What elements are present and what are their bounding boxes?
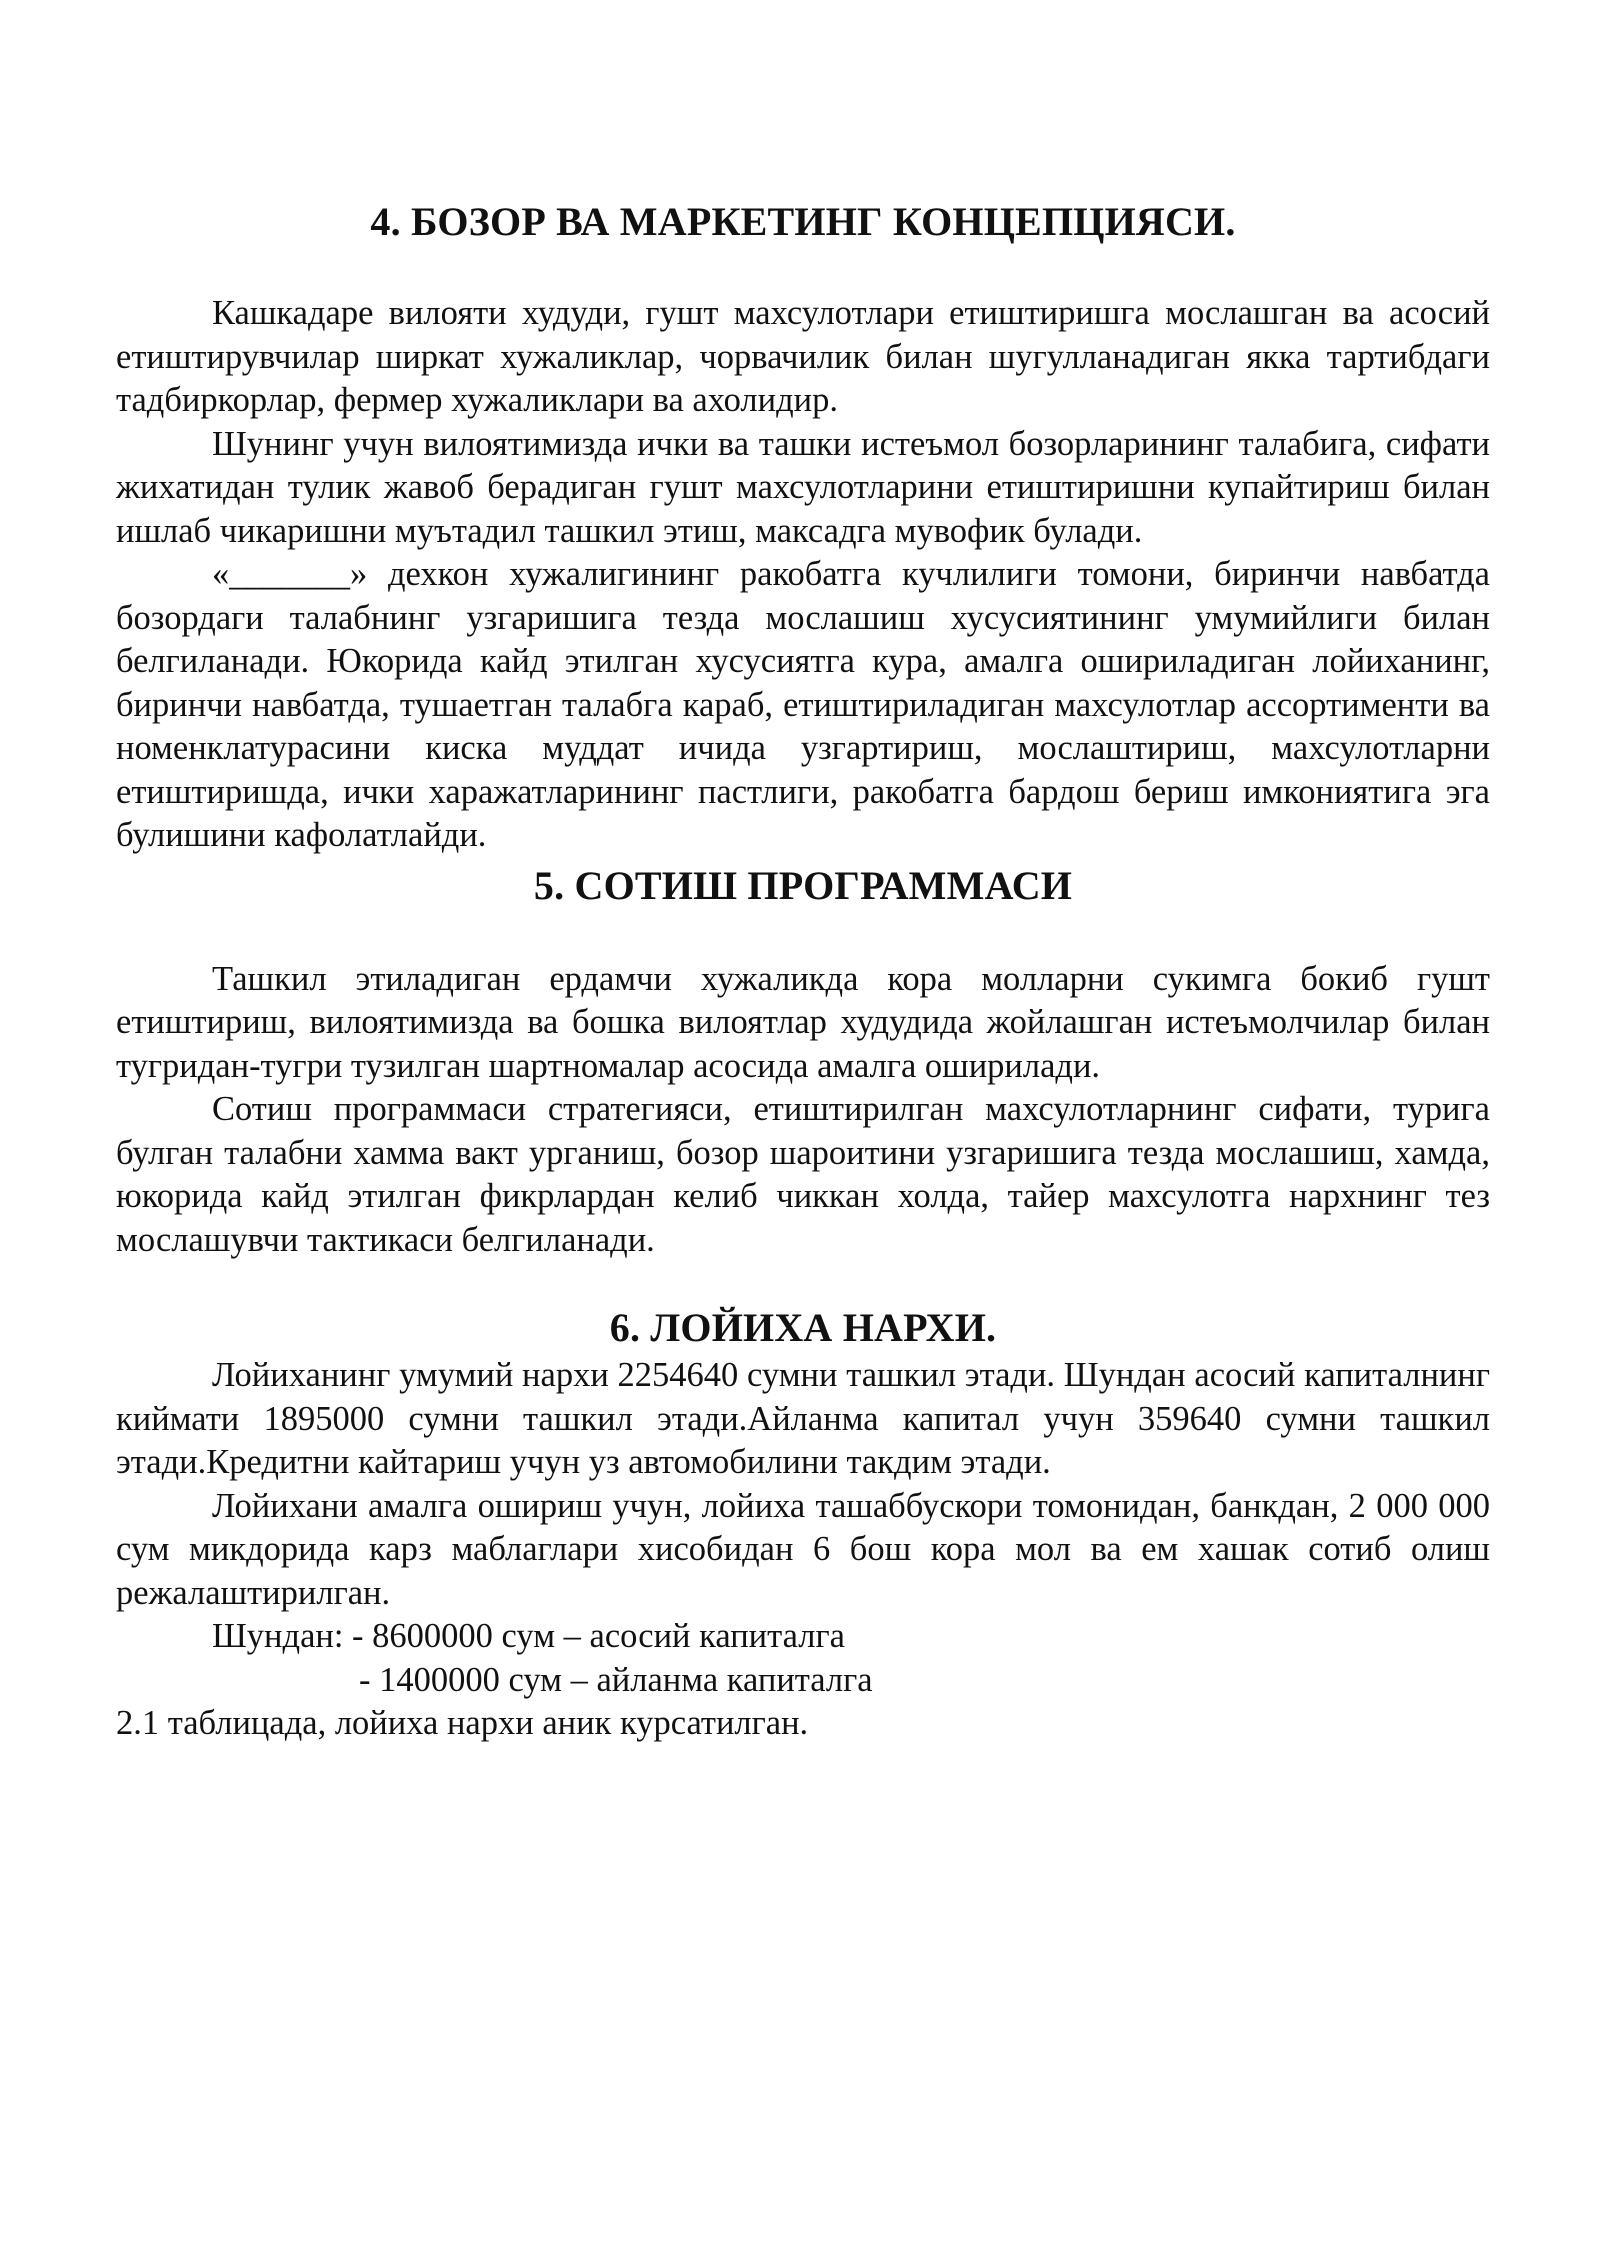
section-4-paragraph-1: Кашкадаре вилояти худуди, гушт махсулотлари етиштиришга мослашган ва асосий етиштирувчилар ширкат хужаликлар, чорвачилик билан шугулланадиган якка тартибдаги тадбиркорлар, фермер хужаликлари ва ахолидир. [116,294,1490,419]
section-6-paragraph-1: Лойиханинг умумий нархи 2254640 сумни ташкил этади. Шундан асосий капиталнинг киймати 1895000 сумни ташкил этади.Айланма капитал учун 359640 сумни ташкил этади.Кредитни кайтариш учун уз автомобилини такдим этади. [116,1356,1490,1481]
section-6-heading: 6. ЛОЙИХА НАРХИ. [609,1305,997,1350]
section-4-paragraph-2: Шунинг учун вилоятимизда ички ва ташки истеъмол бозорларининг талабига, сифати жихатидан тулик жавоб берадиган гушт махсулотларини етиштиришни купайтириш билан ишлаб чикаришни муътадил ташкил этиш, максадга мувофик булади. [116,424,1490,550]
section-6-paragraph-2: Лойихани амалга ошириш учун, лойиха ташаббускори томонидан, банкдан, 2 000 000 сум микдорида карз маблаглари хисобидан 6 бош кора мол ва ем хашак сотиб олиш режалаштирилган. [116,1486,1490,1612]
section-5-paragraph-1: Ташкил этиладиган ердамчи хужаликда кора молларни сукимга бокиб гушт етиштириш, вилоятимизда ва бошка вилоятлар худудида жойлашган истеъмолчилар билан тугридан-тугри тузилган шартномалар асосида амалга оширилади. [116,959,1490,1085]
section-6-list-line-2: - 1400000 сум – айланма капиталга [359,1660,873,1699]
section-6-list-line-1: Шундан: - 8600000 сум – асосий капиталга [212,1617,845,1655]
page-content [116,196,1490,1746]
section-4-paragraph-3: «_______» дехкон хужалигининг ракобатга кучлилиги томони, биринчи навбатда бозордаги талабнинг узгаришига тезда мослашиш хусусиятининг умумийлиги билан белгиланади. Юкорида кайд этилган хусусиятга кура, амалга ошириладиган лойиханинг, биринчи навбатда, тушаетган талабга караб, етиштириладиган махсулотлар ассортименти ва номенклатурасини киска муддат ичида узгартириш, мослаштириш, махсулотларни етиштиришда, ички харажатларининг пастлиги, ракобатга бардош бериш имкониятига эга булишини кафолатлайди. [116,555,1490,854]
section-4-heading: 4. БОЗОР ВА МАРКЕТИНГ КОНЦЕПЦИЯСИ. [370,199,1236,244]
section-6-closing-line: 2.1 таблицада, лойиха нархи аник курсатилган. [116,1704,809,1742]
section-5-heading: 5. СОТИШ ПРОГРАММАСИ [533,862,1073,908]
section-5-paragraph-2: Сотиш программаси стратегияси, етиштирилган махсулотларнинг сифати, турига булган талабни хамма вакт урганиш, бозор шароитини узгаришига тезда мослашиш, хамда, юкорида кайд этилган фикрлардан келиб чиккан холда, тайер махсулотга нархнинг тез мослашувчи тактикаси белгиланади. [116,1090,1490,1259]
